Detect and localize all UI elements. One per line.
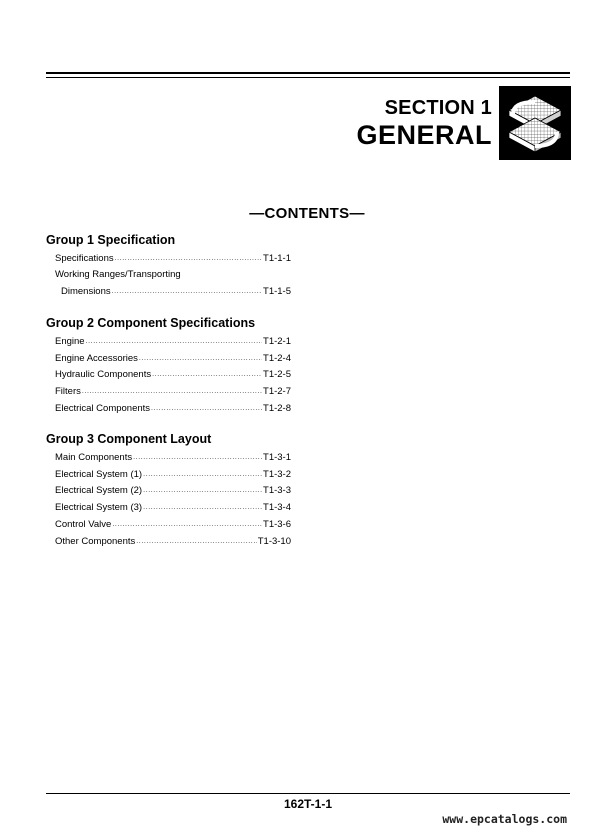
- toc-entry-other-components[interactable]: [55, 531, 291, 548]
- toc-entry-electrical-system-2[interactable]: [55, 481, 291, 498]
- dot-leader: [152, 369, 262, 381]
- toc-entry-page: T1-3-1: [263, 451, 291, 463]
- toc-entry-main-components[interactable]: [55, 447, 291, 464]
- group-2-title: Group 2 Component Specifications: [46, 316, 256, 330]
- toc-entry-label: Electrical Components: [55, 402, 151, 414]
- toc-entry-electrical-system-3[interactable]: [55, 497, 291, 514]
- toc-entry-label: Control Valve: [55, 518, 112, 530]
- toc-entry-label: Dimensions: [61, 286, 111, 298]
- toc-entry-label: Electrical System (3): [55, 502, 143, 514]
- toc-entry-hydraulic-components[interactable]: [55, 365, 291, 382]
- toc-entry-page: T1-3-3: [263, 485, 291, 497]
- dot-leader: [112, 286, 262, 298]
- group-1-list: [55, 248, 291, 298]
- toc-entry-label: Hydraulic Components: [55, 369, 152, 381]
- toc-entry-working-ranges[interactable]: [55, 265, 291, 282]
- toc-entry-page: T1-1-1: [263, 252, 291, 264]
- toc-entry-filters[interactable]: [55, 381, 291, 398]
- section-s-cube-icon: [499, 86, 571, 160]
- toc-entry-page: T1-2-7: [263, 386, 291, 398]
- toc-entry-label: Engine Accessories: [55, 352, 138, 364]
- dot-leader: [82, 386, 262, 398]
- toc-entry-page: T1-3-6: [263, 518, 291, 530]
- toc-entry-electrical-components[interactable]: [55, 398, 291, 415]
- group-1-title: Group 1 Specification: [46, 233, 176, 247]
- header-rule-thin: [46, 77, 570, 78]
- toc-entry-label: Working Ranges/Transporting: [55, 268, 181, 280]
- toc-entry-label: Filters: [55, 386, 81, 398]
- toc-entry-label: Electrical System (1): [55, 468, 143, 480]
- toc-entry-label: Specifications: [55, 252, 114, 264]
- toc-entry-page: T1-2-8: [263, 402, 291, 414]
- dot-leader: [143, 485, 262, 497]
- toc-entry-label: Engine: [55, 335, 85, 347]
- toc-entry-dimensions[interactable]: [55, 282, 291, 299]
- footer-rule: [46, 793, 570, 794]
- toc-entry-page: T1-3-2: [263, 468, 291, 480]
- toc-entry-electrical-system-1[interactable]: [55, 464, 291, 481]
- contents-heading: —CONTENTS—: [249, 205, 365, 222]
- group-3-title: Group 3 Component Layout: [46, 432, 212, 446]
- toc-entry-engine-accessories[interactable]: [55, 348, 291, 365]
- toc-entry-page: T1-2-1: [263, 335, 291, 347]
- dot-leader: [133, 452, 262, 464]
- watermark: www.epcatalogs.com: [442, 812, 567, 826]
- toc-entry-label: Main Components: [55, 451, 133, 463]
- toc-entry-engine[interactable]: [55, 331, 291, 348]
- group-2-list: [55, 331, 291, 415]
- toc-entry-page: T1-2-4: [263, 352, 291, 364]
- header-rule-thick: [46, 72, 570, 74]
- toc-entry-control-valve[interactable]: [55, 514, 291, 531]
- dot-leader: [136, 536, 256, 548]
- page-number: 162T-1-1: [283, 797, 333, 811]
- dot-leader: [112, 519, 262, 531]
- dot-leader: [151, 403, 262, 415]
- toc-entry-label: Electrical System (2): [55, 485, 143, 497]
- dot-leader: [143, 469, 262, 481]
- dot-leader: [139, 353, 262, 365]
- dot-leader: [86, 336, 262, 348]
- group-3-list: [55, 447, 291, 548]
- toc-entry-page: T1-3-10: [257, 535, 291, 547]
- section-title: GENERAL: [356, 120, 492, 150]
- dot-leader: [143, 502, 262, 514]
- toc-entry-page: T1-2-5: [263, 369, 291, 381]
- toc-entry-specifications[interactable]: [55, 248, 291, 265]
- toc-entry-label: Other Components: [55, 535, 136, 547]
- section-label: SECTION 1: [384, 97, 492, 119]
- toc-entry-page: T1-1-5: [263, 286, 291, 298]
- dot-leader: [115, 253, 262, 265]
- toc-entry-page: T1-3-4: [263, 502, 291, 514]
